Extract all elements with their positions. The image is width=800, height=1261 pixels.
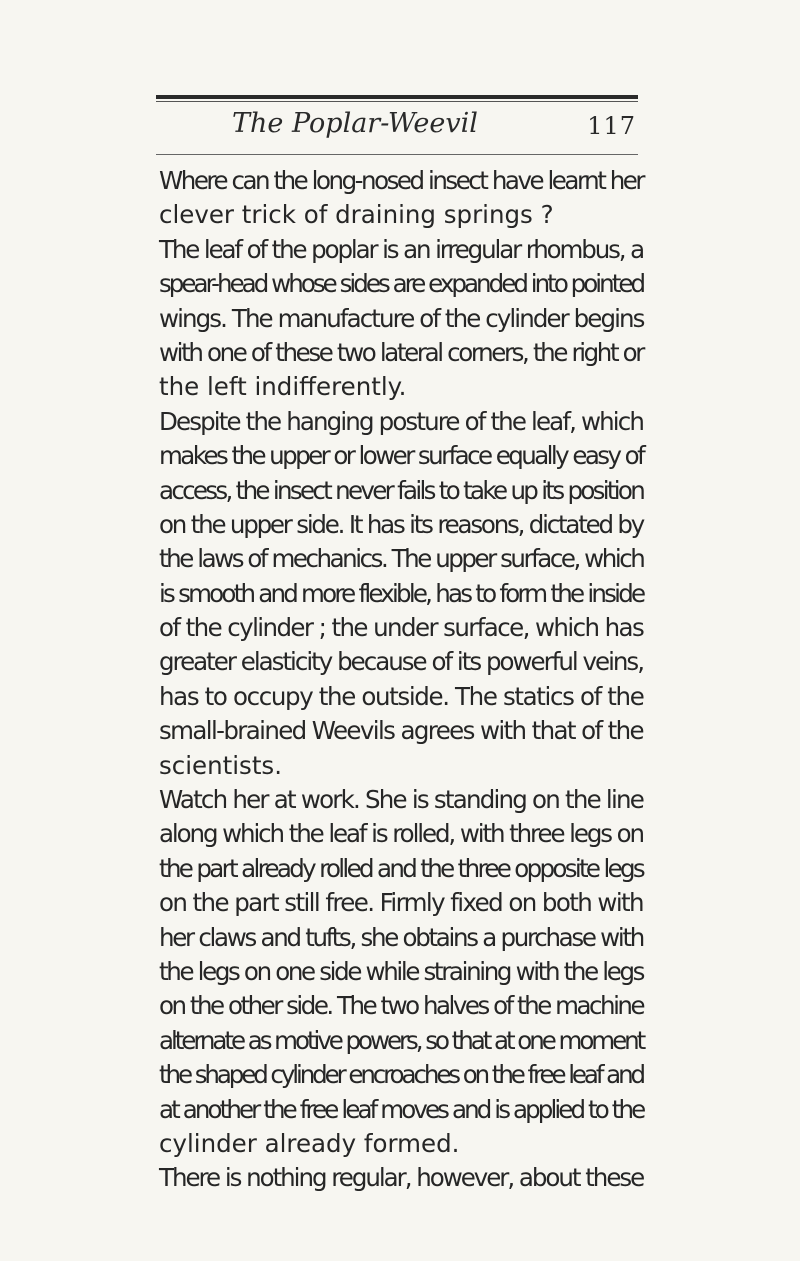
text-line: her claws and tufts, she obtains a purchase with [159, 922, 643, 952]
running-head [156, 108, 638, 154]
running-title: The Poplar-Weevil [232, 108, 478, 139]
text-line: The leaf of the poplar is an irregular rhombus, a [159, 234, 643, 264]
header-rule-thick [156, 95, 638, 99]
header-rule-thin [156, 101, 638, 102]
text-line: along which the leaf is rolled, with three legs on [159, 819, 643, 849]
text-line: There is nothing regular, however, about these [159, 1163, 644, 1193]
text-line: at another the free leaf moves and is applied to the [159, 1094, 644, 1124]
text-line: the part already rolled and the three opposite legs [159, 853, 643, 883]
text-line: Despite the hanging posture of the leaf, which [159, 406, 643, 436]
text-line: on the upper side. It has its reasons, dictated by [159, 509, 644, 539]
text-line: on the other side. The two halves of the machine [159, 991, 644, 1021]
text-line: access, the insect never fails to take up its position [159, 475, 644, 505]
text-line: the left indifferently. [159, 372, 407, 402]
page-number: 117 [587, 112, 636, 140]
text-line: small-brained Weevils agrees with that of the [159, 716, 643, 746]
text-line: greater elasticity because of its powerful veins, [159, 647, 643, 677]
body-text [159, 164, 643, 1196]
text-line: alternate as motive powers, so that at one moment [159, 1025, 644, 1055]
text-line: is smooth and more flexible, has to form the inside [159, 578, 644, 608]
text-line: with one of these two lateral corners, the right or [159, 337, 643, 367]
text-line: makes the upper or lower surface equally easy of [159, 441, 644, 471]
text-line: spear-head whose sides are expanded into pointed [159, 269, 644, 299]
text-line: the laws of mechanics. The upper surface, which [159, 544, 644, 574]
header-underline [156, 154, 638, 155]
text-line: the shaped cylinder encroaches on the free leaf and [159, 1060, 643, 1090]
text-line: clever trick of draining springs ? [159, 200, 554, 230]
text-line: wings. The manufacture of the cylinder begins [159, 303, 644, 333]
text-line: cylinder already formed. [159, 1128, 460, 1158]
text-line: the legs on one side while straining with the legs [159, 956, 644, 986]
text-line: has to occupy the outside. The statics of the [159, 681, 644, 711]
text-line: Watch her at work. She is standing on the line [159, 785, 643, 815]
text-line: on the part still free. Firmly fixed on both with [159, 888, 643, 918]
text-line: Where can the long-nosed insect have learnt her [159, 166, 643, 195]
text-line: of the cylinder ; the under surface, which has [159, 613, 644, 643]
text-line: scientists. [159, 750, 282, 780]
